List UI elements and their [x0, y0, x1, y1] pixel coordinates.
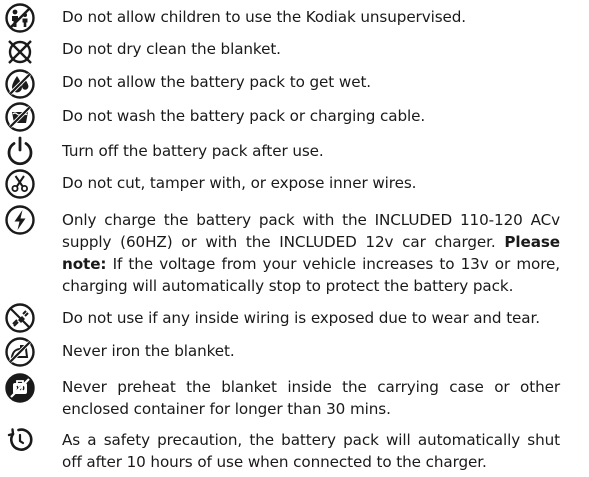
- instruction-text-charging: [62, 209, 560, 297]
- please-note-label: Please note:: [62, 233, 560, 273]
- no-dry-clean-icon: [4, 36, 36, 68]
- instruction-text: Do not wash the battery pack or charging cable.: [62, 107, 426, 125]
- no-children-icon: [4, 2, 36, 34]
- no-iron-icon: [4, 336, 36, 368]
- instruction-text: Do not allow the battery pack to get wet.: [62, 73, 372, 91]
- no-exposed-wiring-icon: [4, 302, 36, 334]
- instruction-text: As a safety precaution, the battery pack will automatically shut off after 10 hours of use when connected to the charger.: [62, 431, 560, 471]
- instruction-text: Turn off the battery pack after use.: [62, 142, 324, 160]
- instruction-text: Never iron the blanket.: [62, 342, 235, 360]
- no-wet-icon: [4, 68, 36, 100]
- instruction-text: Do not dry clean the blanket.: [62, 40, 281, 58]
- no-preheat-in-case-icon: [4, 372, 36, 404]
- instruction-text: Do not cut, tamper with, or expose inner wires.: [62, 174, 417, 192]
- auto-shutoff-icon: [4, 424, 36, 456]
- instruction-text: Never preheat the blanket inside the carrying case or other enclosed container for longer than 30 mins.: [62, 378, 560, 418]
- charging-text-before: Only charge the battery pack with the INCLUDED 110-120 ACv supply (60HZ) or with the INCLUDED 12v car charger.: [62, 211, 560, 251]
- no-cut-icon: [4, 168, 36, 200]
- instruction-text: Do not allow children to use the Kodiak unsupervised.: [62, 8, 467, 26]
- charging-text-after: If the voltage from your vehicle increases to 13v or more, charging will automatically stop to protect the battery pack.: [62, 255, 560, 295]
- instruction-text: Do not use if any inside wiring is exposed due to wear and tear.: [62, 309, 540, 327]
- no-wash-icon: [4, 101, 36, 133]
- charge-icon: [4, 204, 36, 236]
- power-icon: [4, 135, 36, 167]
